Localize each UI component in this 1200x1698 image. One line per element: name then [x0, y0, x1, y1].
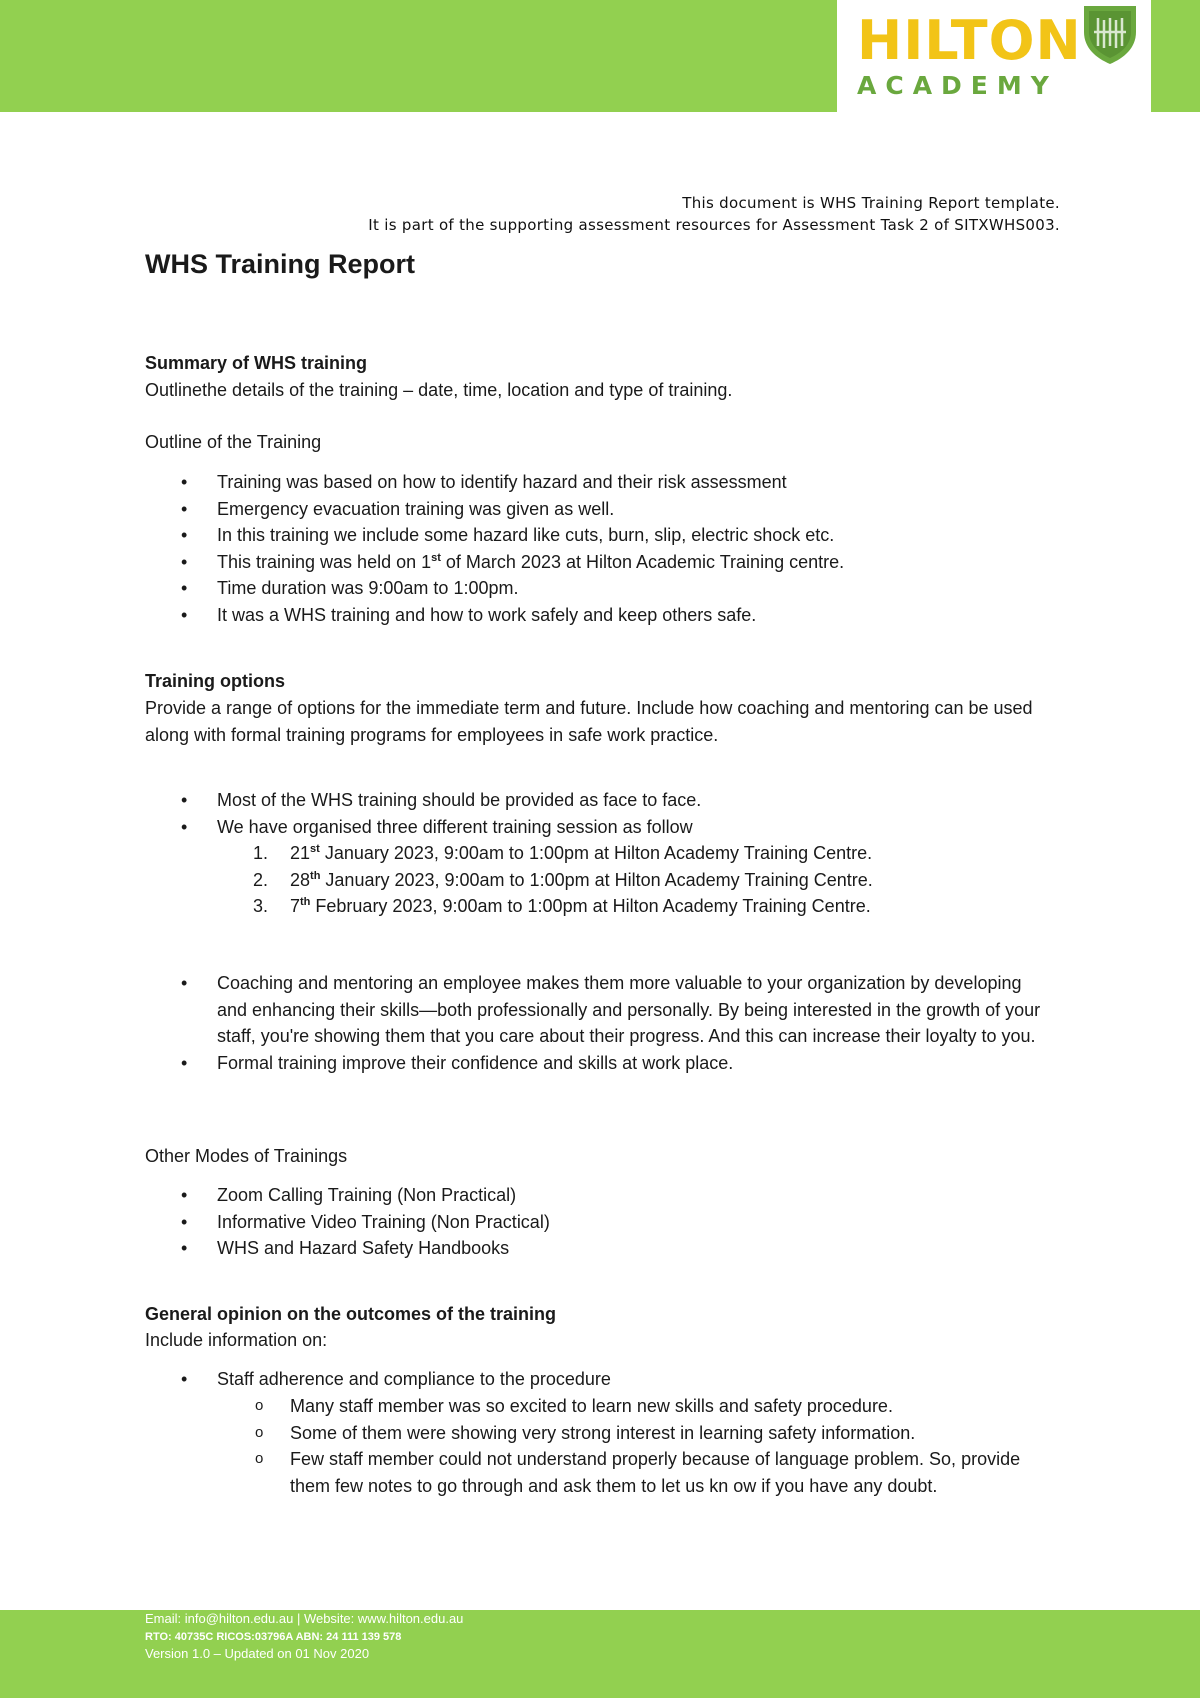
list-item: o Some of them were showing very strong interest in learning safety information.	[145, 1420, 1045, 1447]
list-item: • It was a WHS training and how to work safely and keep others safe.	[145, 602, 1060, 629]
list-item: o Many staff member was so excited to learn new skills and safety procedure.	[145, 1393, 1045, 1420]
session-item: 1. 21st January 2023, 9:00am to 1:00pm at Hilton Academy Training Centre.	[253, 843, 873, 863]
logo	[837, 0, 1151, 112]
list-item: • Formal training improve their confidence and skills at work place.	[145, 1050, 1045, 1077]
opinion-sublist	[145, 1393, 1045, 1499]
options-heading: Training options	[145, 671, 285, 691]
opinion-list	[145, 1366, 1060, 1393]
outline-label: Outline of the Training	[145, 432, 322, 452]
outline-list	[145, 469, 1060, 629]
footer-contact: Email: info@hilton.edu.au | Website: www.hilton.edu.au	[145, 1611, 464, 1626]
footer-version: Version 1.0 – Updated on 01 Nov 2020	[145, 1646, 370, 1661]
list-item: • Staff adherence and compliance to the procedure	[145, 1366, 1060, 1393]
session-item: 2. 28th January 2023, 9:00am to 1:00pm at Hilton Academy Training Centre.	[253, 869, 873, 890]
intro-note-line2: It is part of the supporting assessment resources for Assessment Task 2 of SITXWHS003.	[368, 216, 1060, 234]
summary-heading: Summary of WHS training	[145, 353, 368, 373]
list-item: o Few staff member could not understand properly because of language problem. So, provide them few notes to go through and ask them to let us kn ow if you have any doubt.	[145, 1446, 1045, 1499]
list-item: • Training was based on how to identify hazard and their risk assessment	[145, 469, 1060, 496]
opinion-instruction: Include information on:	[145, 1330, 328, 1350]
list-item: • Time duration was 9:00am to 1:00pm.	[145, 575, 1060, 602]
list-item: • Zoom Calling Training (Non Practical)	[145, 1182, 1060, 1209]
coaching-list	[145, 970, 1045, 1076]
other-modes-label: Other Modes of Trainings	[145, 1146, 348, 1166]
list-item: • Coaching and mentoring an employee makes them more valuable to your organization by developing and enhancing their skills—both professionally and personally. By being interested in the growth of your staff, you're showing them that you care about their progress. And this can increase their loyalty to you.	[145, 970, 1045, 1050]
held-date-rest: of March 2023 at Hilton Academic Training centre.	[440, 551, 845, 572]
logo-word: HILTON	[857, 9, 1082, 72]
footer-rto: RTO: 40735C RICOS:03796A ABN: 24 111 139 578	[145, 1631, 402, 1643]
session-item: 3. 7th February 2023, 9:00am to 1:00pm at Hilton Academy Training Centre.	[253, 896, 871, 917]
list-item: • WHS and Hazard Safety Handbooks	[145, 1235, 1060, 1262]
list-item: • We have organised three different training session as follow	[145, 814, 1060, 841]
shield-icon	[1080, 2, 1140, 66]
sessions-list	[145, 840, 1060, 920]
list-item: • Informative Video Training (Non Practical)	[145, 1209, 1060, 1236]
list-item: • Most of the WHS training should be provided as face to face.	[145, 787, 1060, 814]
list-item: • Emergency evacuation training was given as well.	[145, 496, 1060, 523]
page-title: WHS Training Report	[145, 249, 415, 279]
list-item	[145, 549, 1060, 576]
intro-note-line1: This document is WHS Training Report template.	[682, 194, 1060, 212]
summary-instruction: Outlinethe details of the training – date, time, location and type of training.	[145, 380, 733, 400]
list-item: • In this training we include some hazard like cuts, burn, slip, electric shock etc.	[145, 522, 1060, 549]
options-list	[145, 787, 1060, 840]
other-modes-list	[145, 1182, 1060, 1262]
held-date-suffix: st	[431, 551, 441, 564]
options-instruction: Provide a range of options for the immediate term and future. Include how coaching and mentoring can be used along with formal training programs for employees in safe work practice.	[145, 698, 1033, 745]
opinion-heading: General opinion on the outcomes of the training	[145, 1304, 557, 1324]
held-date-text: This training was held on 1	[217, 551, 432, 572]
logo-subtitle: ACADEMY	[857, 71, 1058, 100]
